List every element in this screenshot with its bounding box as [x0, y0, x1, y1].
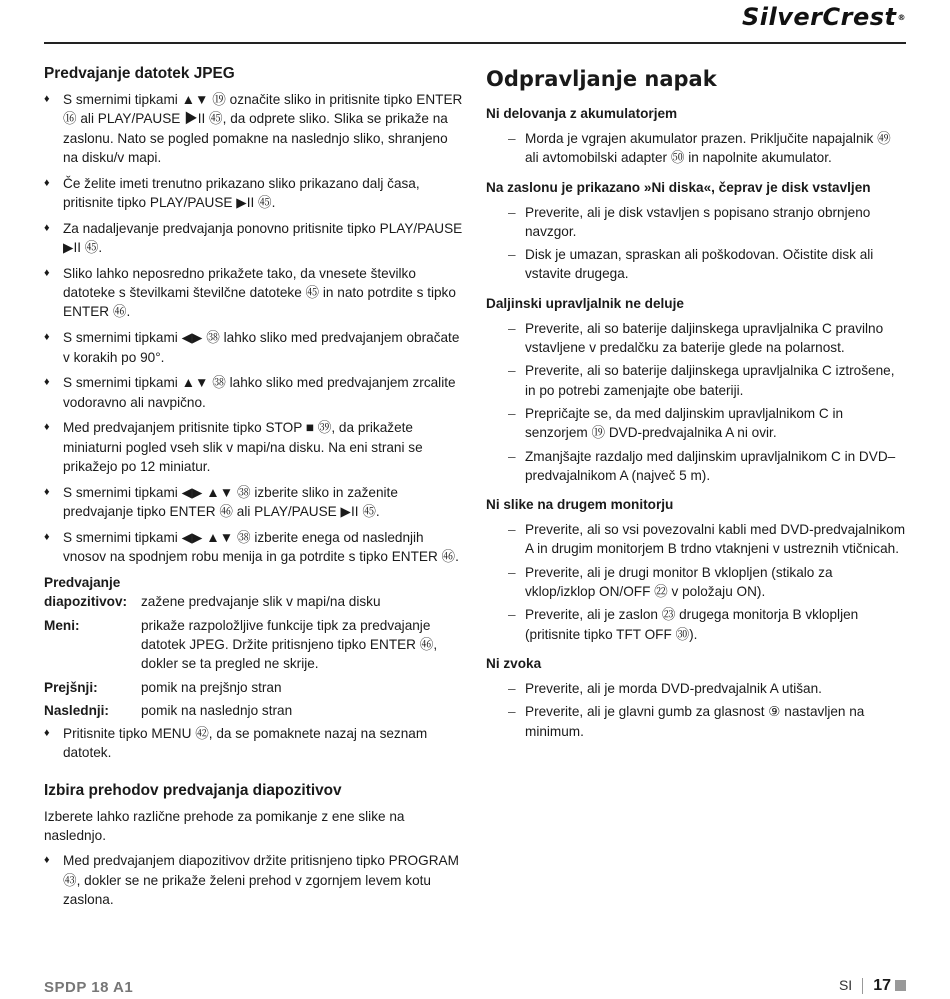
page-footer: [839, 976, 906, 995]
troubleshooting-item: – Morda je vgrajen akumulator prazen. Priključite napajalnik ㊾ ali avtomobilski adapter ㊿ in napolnite akumulator.: [508, 131, 891, 166]
dash-bullet-icon: –: [508, 607, 516, 623]
dash-bullet-icon: –: [508, 131, 516, 146]
diamond-bullet-icon: ♦: [44, 221, 50, 234]
troubleshooting-item: – Disk je umazan, spraskan ali poškodovan. Očistite disk ali vstavite drugega.: [508, 247, 874, 282]
dash-bullet-icon: –: [508, 564, 516, 580]
bullet-item: ♦ Če želite imeti trenutno prikazano sliko prikazano dalj časa, pritisnite tipko PLAY/PAUSE ▶II ㊺.: [44, 175, 420, 210]
footer-separator: [862, 978, 863, 994]
troubleshooting-item: – Zmanjšajte razdaljo med daljinskim upravljalnikom C in DVD–predvajalnikom A (največ 5 m).: [508, 448, 896, 483]
header-rule: [44, 42, 906, 44]
diamond-bullet-icon: ♦: [44, 530, 50, 543]
troubleshooting-item: – Preverite, ali je morda DVD-predvajalnik A utišan.: [486, 679, 906, 698]
jpeg-bullet-list: [44, 90, 464, 567]
language-code: SI: [838, 977, 853, 993]
dash-bullet-icon: –: [508, 680, 516, 696]
diamond-bullet-icon: ♦: [44, 93, 50, 105]
bullet-item: ♦ S smernimi tipkami ▲▼ ⑲ označite sliko in pritisnite tipko ENTER ⑯ ali PLAY/PAUSE ▶II ㊺, da odprete sliko. Slika se prikaže na zaslonu. Nato se pogled pomakne na naslednjo sliko, shranjeno na disku/v mapi.: [44, 92, 463, 165]
bullet-item: ♦ Med predvajanjem pritisnite tipko STOP ■ ㊴, da prikažete miniaturni pogled vseh slik v mapi/na disku. Na eni strani se prikažejo po 12 miniatur.: [44, 420, 423, 475]
dash-bullet-icon: –: [508, 320, 516, 336]
transitions-intro: Izberete lahko različne prehode za pomikanje z ene slike na naslednjo.: [44, 808, 405, 843]
brand-logo: SilverCrest®: [742, 3, 906, 31]
dash-bullet-icon: –: [508, 704, 516, 720]
definition-desc: pomik na naslednjo stran: [141, 702, 293, 718]
dash-bullet-icon: –: [508, 247, 516, 263]
definition-term: Predvajanje: [44, 575, 121, 591]
definition-row: [44, 573, 464, 612]
bullet-item: ♦ S smernimi tipkami ◀▶ ▲▼ ㊳ izberite sliko in zaženite predvajanje tipko ENTER ㊻ ali PLAY/PAUSE ▶II ㊺.: [44, 484, 398, 520]
troubleshooting-item: – Preverite, ali je zaslon ㉓ drugega monitorja B vklopljen (pritisnite tipko TFT OFF ㉚).: [508, 607, 859, 642]
diamond-bullet-icon: ♦: [44, 331, 50, 344]
definition-term: Prejšnji:: [44, 679, 98, 695]
troubleshooting-heading: Ni delovanja z akumulatorjem: [486, 106, 678, 121]
troubleshooting-item: – Preverite, ali je drugi monitor B vklopljen (stikalo za vklop/izklop ON/OFF ㉒ v položaju ON).: [508, 564, 833, 600]
section-title-transitions: Izbira prehodov predvajanja diapozitivov: [44, 781, 342, 799]
definition-row: [44, 678, 464, 697]
troubleshooting-heading: Ni zvoka: [486, 655, 542, 671]
model-number: SPDP 18 A1: [44, 979, 134, 996]
troubleshooting-groups: [486, 104, 906, 741]
bullet-item: ♦ S smernimi tipkami ◀▶ ▲▼ ㊳ izberite enega od naslednjih vnosov na spodnjem robu menija in ga potrdite s tipko ENTER ㊻.: [44, 529, 459, 565]
square-marker-icon: [895, 980, 906, 991]
dash-bullet-icon: –: [508, 522, 516, 538]
definition-desc: pomik na prejšnjo stran: [141, 679, 282, 695]
bullet-item-menu: ♦ Pritisnite tipko MENU ㊷, da se pomaknete nazaj na seznam datotek.: [44, 726, 428, 761]
dash-bullet-icon: –: [508, 204, 516, 220]
bullet-item: ♦ Za nadaljevanje predvajanja ponovno pritisnite tipko PLAY/PAUSE ▶II ㊺.: [44, 220, 463, 256]
bullet-item: ♦ S smernimi tipkami ◀▶ ㊳ lahko sliko med predvajanjem obračate v korakih po 90°.: [44, 330, 460, 365]
definition-list: [44, 573, 464, 720]
bullet-item-program: ♦ Med predvajanjem diapozitivov držite pritisnjeno tipko PROGRAM ㊸, dokler se ne prikaže želeni prehod v zgornjem levem kotu zaslona.: [44, 853, 459, 907]
definition-row: [44, 616, 464, 674]
troubleshooting-heading: Na zaslonu je prikazano »Ni diska«, čeprav je disk vstavljen: [486, 179, 871, 195]
definition-term: Meni:: [44, 617, 80, 633]
troubleshooting-item: – Preverite, ali je glavni gumb za glasnost ⑨ nastavljen na minimum.: [508, 704, 865, 739]
troubleshooting-heading: Ni slike na drugem monitorju: [486, 497, 674, 513]
section-title-jpeg: Predvajanje datotek JPEG: [44, 65, 235, 82]
definition-term: diapozitivov:: [44, 594, 128, 610]
diamond-bullet-icon: ♦: [44, 485, 50, 498]
troubleshooting-item: – Preverite, ali so vsi povezovalni kabli med DVD-predvajalnikom A in drugim monitorjem B trdno vtaknjeni v ustreznih vtičnicah.: [508, 522, 906, 557]
diamond-bullet-icon: ♦: [44, 421, 50, 434]
troubleshooting-item: – Preverite, ali je disk vstavljen s popisano stranjo obrnjeno navzgor.: [508, 204, 871, 239]
dash-bullet-icon: –: [508, 363, 516, 379]
dash-bullet-icon: –: [508, 405, 516, 421]
troubleshooting-heading: Daljinski upravljalnik ne deluje: [486, 295, 684, 311]
diamond-bullet-icon: ♦: [44, 854, 50, 867]
left-column: [44, 64, 464, 916]
bullet-item: ♦ Sliko lahko neposredno prikažete tako, da vnesete številko datoteke s številkami številčne datoteke ㊺ in nato potrdite s tipko ENTER ㊻.: [44, 265, 456, 320]
definition-row: [44, 701, 464, 720]
troubleshooting-item: – Prepričajte se, da med daljinskim upravljalnikom C in senzorjem ⑲ DVD-predvajalnika A ni ovir.: [508, 405, 844, 441]
bullet-item: ♦ S smernimi tipkami ▲▼ ㊳ lahko sliko med predvajanjem zrcalite vodoravno ali navpično.: [44, 375, 456, 410]
dash-bullet-icon: –: [508, 448, 516, 464]
diamond-bullet-icon: ♦: [44, 176, 50, 189]
right-column: [486, 64, 906, 745]
diamond-bullet-icon: ♦: [44, 266, 50, 279]
troubleshooting-title: Odpravljanje napak: [486, 67, 717, 91]
definition-desc: zažene predvajanje slik v mapi/na disku: [141, 594, 381, 610]
page-number: 17: [873, 977, 891, 994]
definition-term: Naslednji:: [44, 702, 109, 718]
troubleshooting-item: – Preverite, ali so baterije daljinskega upravljalnika C iztrošene, in po potrebi zamenjajte obe bateriji.: [508, 363, 895, 398]
diamond-bullet-icon: ♦: [44, 727, 50, 740]
diamond-bullet-icon: ♦: [44, 376, 50, 389]
troubleshooting-item: – Preverite, ali so baterije daljinskega upravljalnika C pravilno vstavljene v predalčku za baterije glede na polarnost.: [508, 320, 884, 356]
definition-desc: prikaže razpoložljive funkcije tipk za predvajanje datotek JPEG. Držite pritisnjeno tipko ENTER ㊻, dokler se ta pregled ne skrije.: [141, 617, 438, 672]
